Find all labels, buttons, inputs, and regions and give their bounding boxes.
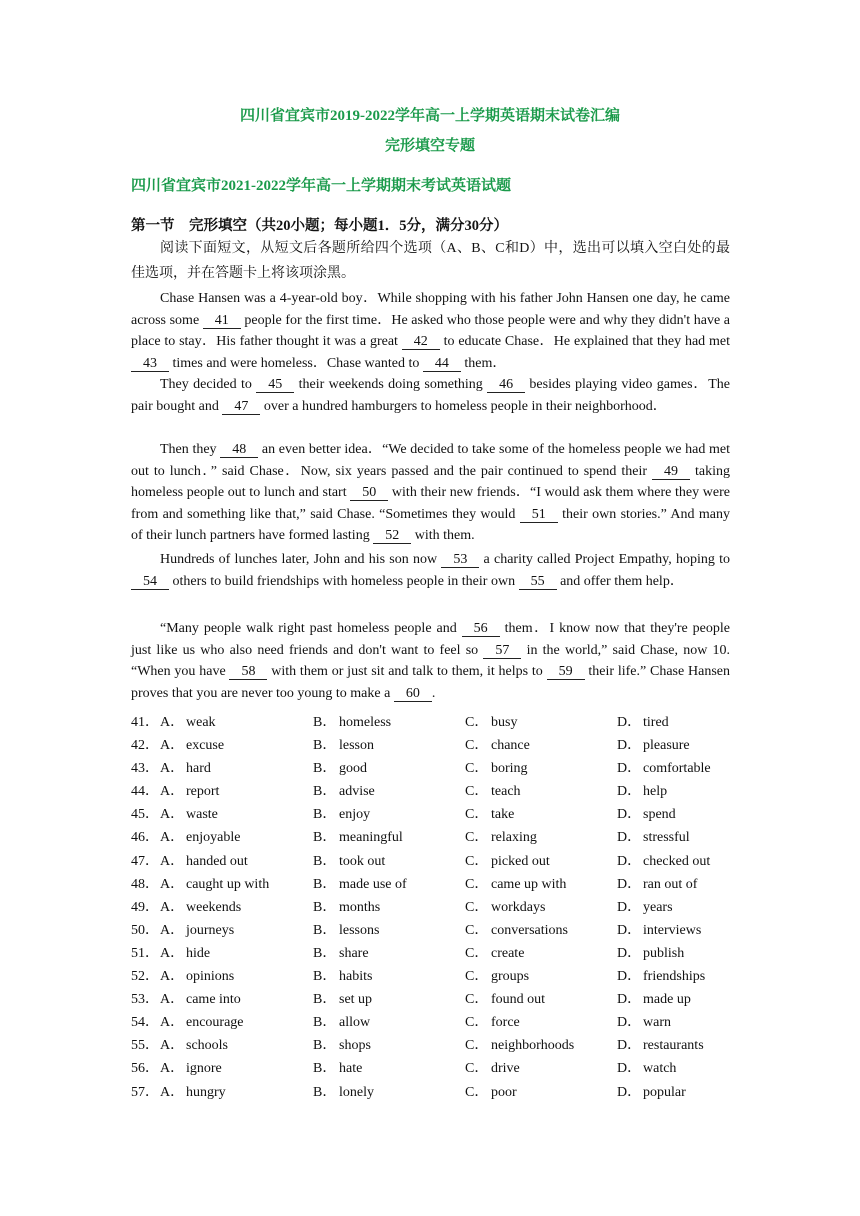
option-d: D． spend: [617, 807, 676, 823]
option-a: A． waste: [160, 807, 218, 823]
option-b: B． took out: [313, 853, 386, 869]
blank-46: 46: [487, 377, 525, 393]
option-c: C． conversations: [465, 922, 568, 938]
blank-55: 55: [519, 574, 557, 590]
option-b: B． lesson: [313, 738, 374, 754]
question-row: [131, 826, 731, 849]
question-number: 44．: [131, 784, 159, 800]
option-b: B． homeless: [313, 715, 392, 730]
blank-50: 50: [350, 485, 388, 501]
section-instructions: 阅读下面短文，从短文后各题所给四个选项（A、B、C和D）中，选出可以填入空白处的最佳选项，并在答题卡上将该项涂黑。: [131, 241, 730, 281]
option-a: A． hard: [160, 761, 211, 777]
blank-48: 48: [220, 442, 258, 458]
blank-54: 54: [131, 574, 169, 590]
blank-51: 51: [520, 507, 558, 523]
option-c: C． neighborhoods: [465, 1038, 575, 1054]
option-c: C． chance: [465, 738, 530, 754]
blank-43: 43: [131, 356, 169, 372]
question-number: 50．: [131, 922, 159, 938]
option-c: C． poor: [465, 1084, 517, 1100]
option-b: B． months: [313, 899, 381, 915]
option-a: A． hungry: [160, 1084, 226, 1100]
question-number: 43．: [131, 761, 159, 777]
option-d: D． ran out of: [617, 876, 698, 892]
question-row: [131, 850, 731, 873]
question-number: 47．: [131, 853, 159, 869]
option-a: A． schools: [160, 1038, 228, 1054]
option-b: B． share: [313, 945, 369, 961]
question-number: 42．: [131, 738, 159, 754]
option-a: A． handed out: [160, 853, 248, 869]
document-title: 四川省宜宾市2019-2022学年高一上学期英语期末试卷汇编: [240, 108, 620, 124]
blank-57: 57: [483, 643, 521, 659]
blank-41: 41: [203, 313, 241, 329]
option-b: B． advise: [313, 784, 375, 800]
blank-53: 53: [441, 552, 479, 568]
option-d: D． checked out: [617, 853, 711, 869]
option-c: C． take: [465, 807, 515, 823]
option-d: D． stressful: [617, 830, 690, 846]
option-a: A． excuse: [160, 738, 225, 754]
question-number: 49．: [131, 899, 159, 915]
question-row: [131, 1011, 731, 1034]
question-number: 53．: [131, 992, 159, 1008]
option-c: C． picked out: [465, 853, 550, 869]
option-a: A． came into: [160, 992, 241, 1008]
option-c: C． teach: [465, 784, 521, 800]
question-row: [131, 1034, 731, 1057]
option-a: A． encourage: [160, 1015, 244, 1031]
question-row: [131, 919, 731, 942]
passage-paragraph-1: Chase Hansen was a 4-year-old boy．While shopping with his father John Hansen one day, he came across some 41 people for the first time．He asked who those people were and why they didn't have a place to stay．His father thought it was a great 42 to educate Chase．He explained that they had met 43 times and were homeless．Chase wanted to 44 them．: [131, 291, 730, 371]
question-number: 41．: [131, 715, 159, 730]
option-c: C． create: [465, 945, 525, 961]
option-b: B． made use of: [313, 876, 407, 892]
question-row: [131, 896, 731, 919]
question-number: 51．: [131, 945, 159, 961]
option-d: D． watch: [617, 1061, 677, 1077]
option-c: C． force: [465, 1015, 520, 1031]
question-number: 57．: [131, 1084, 159, 1100]
option-d: D． publish: [617, 945, 685, 961]
option-d: D． tired: [617, 715, 669, 730]
option-b: B． meaningful: [313, 830, 403, 846]
passage-paragraph-3: Then they 48 an even better idea．“We decided to take some of the homeless people we had met out to lunch．” said Chase．Now, six years passed and the pair continued to spend their 49 taking homeless people out to lunch and start 50 with their new friends．“I would ask them where they were from and something like that,” said Chase. “Sometimes they would 51 their own stories.” And many of their lunch partners have formed lasting 52 with them.: [131, 442, 730, 544]
blank-47: 47: [222, 399, 260, 415]
question-number: 54．: [131, 1015, 159, 1031]
option-b: B． lessons: [313, 922, 380, 938]
question-number: 46．: [131, 830, 159, 846]
option-c: C． groups: [465, 969, 530, 985]
option-d: D． made up: [617, 992, 691, 1008]
blank-49: 49: [652, 464, 690, 480]
question-row: [131, 965, 731, 988]
question-number: 55．: [131, 1038, 159, 1054]
blank-44: 44: [423, 356, 461, 372]
blank-52: 52: [373, 528, 411, 544]
option-b: B． lonely: [313, 1084, 374, 1100]
option-b: B． good: [313, 761, 367, 777]
option-a: A． journeys: [160, 922, 235, 938]
passage-paragraph-5: “Many people walk right past homeless people and 56 them．I know now that they're people just like us who also need friends and don't want to feel so 57 in the world,” said Chase, now 10. “When you have 58 with them or just sit and talk to them, it helps to 59 their life.” Chase Hansen proves that you are never too young to make a 60 .: [131, 621, 731, 701]
option-c: C． came up with: [465, 876, 567, 892]
question-row: [131, 734, 731, 757]
question-row: [131, 1057, 731, 1080]
passage-paragraph-4: Hundreds of lunches later, John and his son now 53 a charity called Project Empathy, hoping to54 others to build friendships with homeless people in their own 55 and offer them help．: [131, 549, 730, 592]
option-b: B． set up: [313, 992, 373, 1008]
option-c: C． workdays: [465, 899, 546, 915]
option-a: A． report: [160, 784, 220, 800]
option-b: B． hate: [313, 1061, 363, 1077]
option-b: B． habits: [313, 969, 373, 985]
option-d: D． comfortable: [617, 761, 711, 777]
option-d: D． interviews: [617, 922, 702, 938]
question-number: 48．: [131, 876, 159, 892]
option-a: A． opinions: [160, 969, 235, 985]
option-c: C． drive: [465, 1061, 520, 1077]
question-number: 56．: [131, 1061, 159, 1077]
exam-subtitle: 四川省宜宾市2021-2022学年高一上学期期末考试英语试题: [131, 178, 511, 194]
blank-59: 59: [547, 664, 585, 680]
question-row: [131, 1081, 731, 1104]
option-c: C． found out: [465, 992, 546, 1008]
question-number: 45．: [131, 807, 159, 823]
option-d: D． pleasure: [617, 738, 690, 754]
section-heading: 第一节 完形填空（共20小题；每小题1．5分，满分30分）: [131, 218, 508, 234]
option-a: A． weekends: [160, 899, 242, 915]
option-b: B． shops: [313, 1038, 371, 1054]
question-row: [131, 942, 731, 965]
question-row: [131, 757, 731, 780]
option-a: A． hide: [160, 945, 211, 961]
blank-45: 45: [256, 377, 294, 393]
question-row: [131, 873, 731, 896]
blank-58: 58: [229, 664, 267, 680]
option-a: A． enjoyable: [160, 830, 241, 846]
passage-paragraph-2: They decided to 45 their weekends doing something 46 besides playing video games．The pair bought and 47 over a hundred hamburgers to homeless people in their neighborhood．: [131, 377, 731, 414]
option-d: D． years: [617, 899, 673, 915]
option-d: D． popular: [617, 1084, 686, 1100]
question-row: [131, 803, 731, 826]
option-c: C． busy: [465, 715, 518, 730]
document-topic: 完形填空专题: [384, 138, 475, 154]
option-a: A． caught up with: [160, 876, 270, 892]
question-number: 52．: [131, 969, 159, 985]
question-row: [131, 711, 731, 734]
option-d: D． friendships: [617, 969, 706, 985]
option-d: D． warn: [617, 1015, 671, 1031]
question-row: [131, 780, 731, 803]
option-d: D． restaurants: [617, 1038, 704, 1054]
blank-56: 56: [462, 621, 500, 637]
option-a: A． weak: [160, 715, 216, 730]
option-a: A． ignore: [160, 1061, 222, 1077]
option-b: B． allow: [313, 1015, 371, 1031]
blank-60: 60: [394, 686, 432, 702]
option-b: B． enjoy: [313, 807, 371, 823]
option-c: C． relaxing: [465, 830, 537, 846]
blank-42: 42: [402, 334, 440, 350]
question-row: [131, 988, 731, 1011]
option-c: C． boring: [465, 761, 528, 777]
question-options-list: [131, 711, 731, 1104]
option-d: D． help: [617, 784, 668, 800]
